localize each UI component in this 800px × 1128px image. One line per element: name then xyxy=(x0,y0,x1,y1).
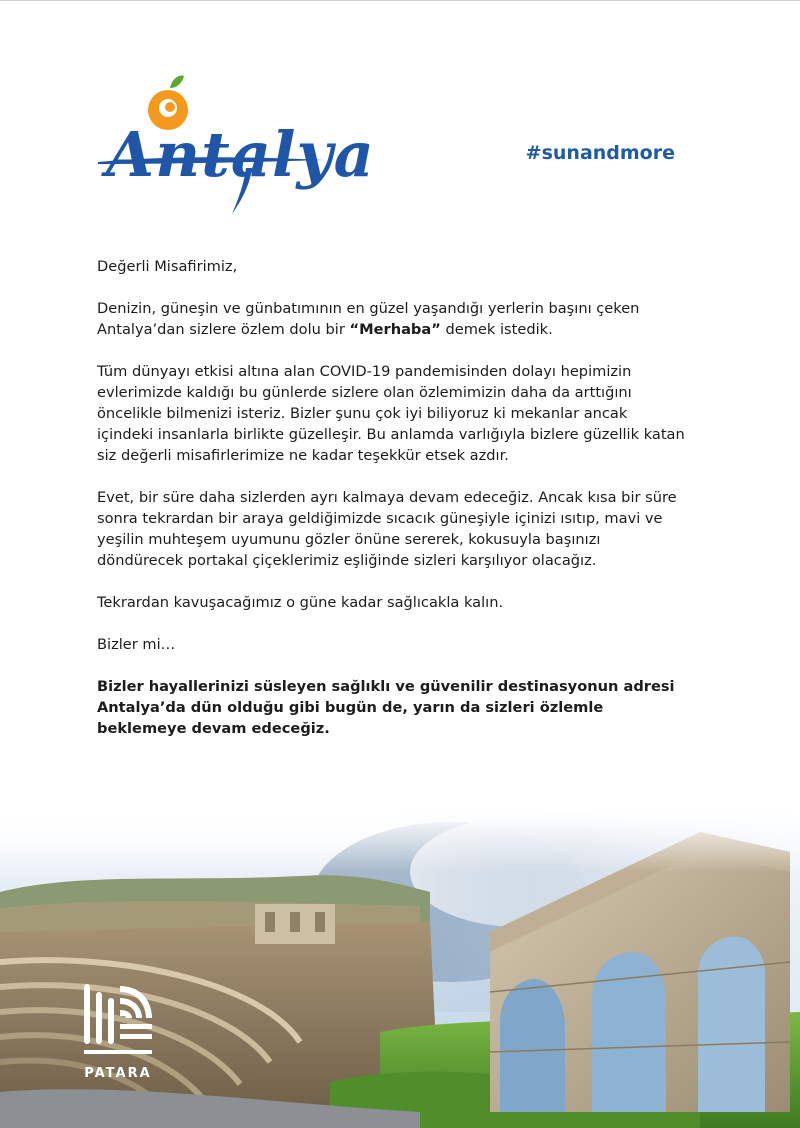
logo-wordmark: Antalya xyxy=(106,118,375,191)
antalya-logo xyxy=(96,72,375,220)
patara-emblem-icon xyxy=(78,978,158,1064)
leaf-icon xyxy=(170,76,184,89)
closing-paragraph: Bizler hayallerinizi süsleyen sağlıklı ve güvenilir destinasyonun adresi Antalya’da dün olduğu gibi bugün de, yarın da sizleri özlemle beklemeye devam edeceğiz. xyxy=(97,678,675,737)
paragraph-5: Bizler mi… xyxy=(97,636,176,653)
paragraph-2: Tüm dünyayı etkisi altına alan COVID-19 pandemisinden dolayı hepimizin evlerimizde kaldığı bu günlerde sizlere olan özlemimizin daha da arttığını öncelikle bilmenizi isteriz. Bizler şunu çok iyi biliyoruz ki mekanlar ancak içindeki insanlarla birlikte güzelleşir. Bu anlamda varlığıyla bizlere güzellik katan siz değerli misafirlerimize ne kadar teşekkür etsek azdır. xyxy=(97,363,685,464)
top-border xyxy=(0,0,800,1)
patara-label: PATARA xyxy=(84,1066,152,1081)
paragraph-4: Tekrardan kavuşacağımız o güne kadar sağlıcakla kalın. xyxy=(97,594,504,611)
greeting: Değerli Misafirimiz, xyxy=(97,258,238,275)
patara-logo xyxy=(78,978,158,1088)
merhaba-highlight: “Merhaba” xyxy=(349,321,441,338)
hashtag: #sunandmore xyxy=(525,142,675,164)
paragraph-1: Denizin, güneşin ve günbatımının en güzel yaşandığı yerlerin başını çeken Antalya’dan sizlere özlem dolu bir “Merhaba” demek istedik. xyxy=(97,300,640,338)
letter-body xyxy=(97,256,687,760)
paragraph-3: Evet, bir süre daha sizlerden ayrı kalmaya devam edeceğiz. Ancak kısa bir süre sonra tekrardan bir araya geldiğimizde sıcacık güneşiyle içinizi ısıtıp, mavi ve yeşilin muhteşem uyumunu gözler önüne sererek, kokusuyla başınızı döndürecek portakal çiçeklerimiz eşliğinde sizleri karşılıyor olacağız. xyxy=(97,489,677,569)
